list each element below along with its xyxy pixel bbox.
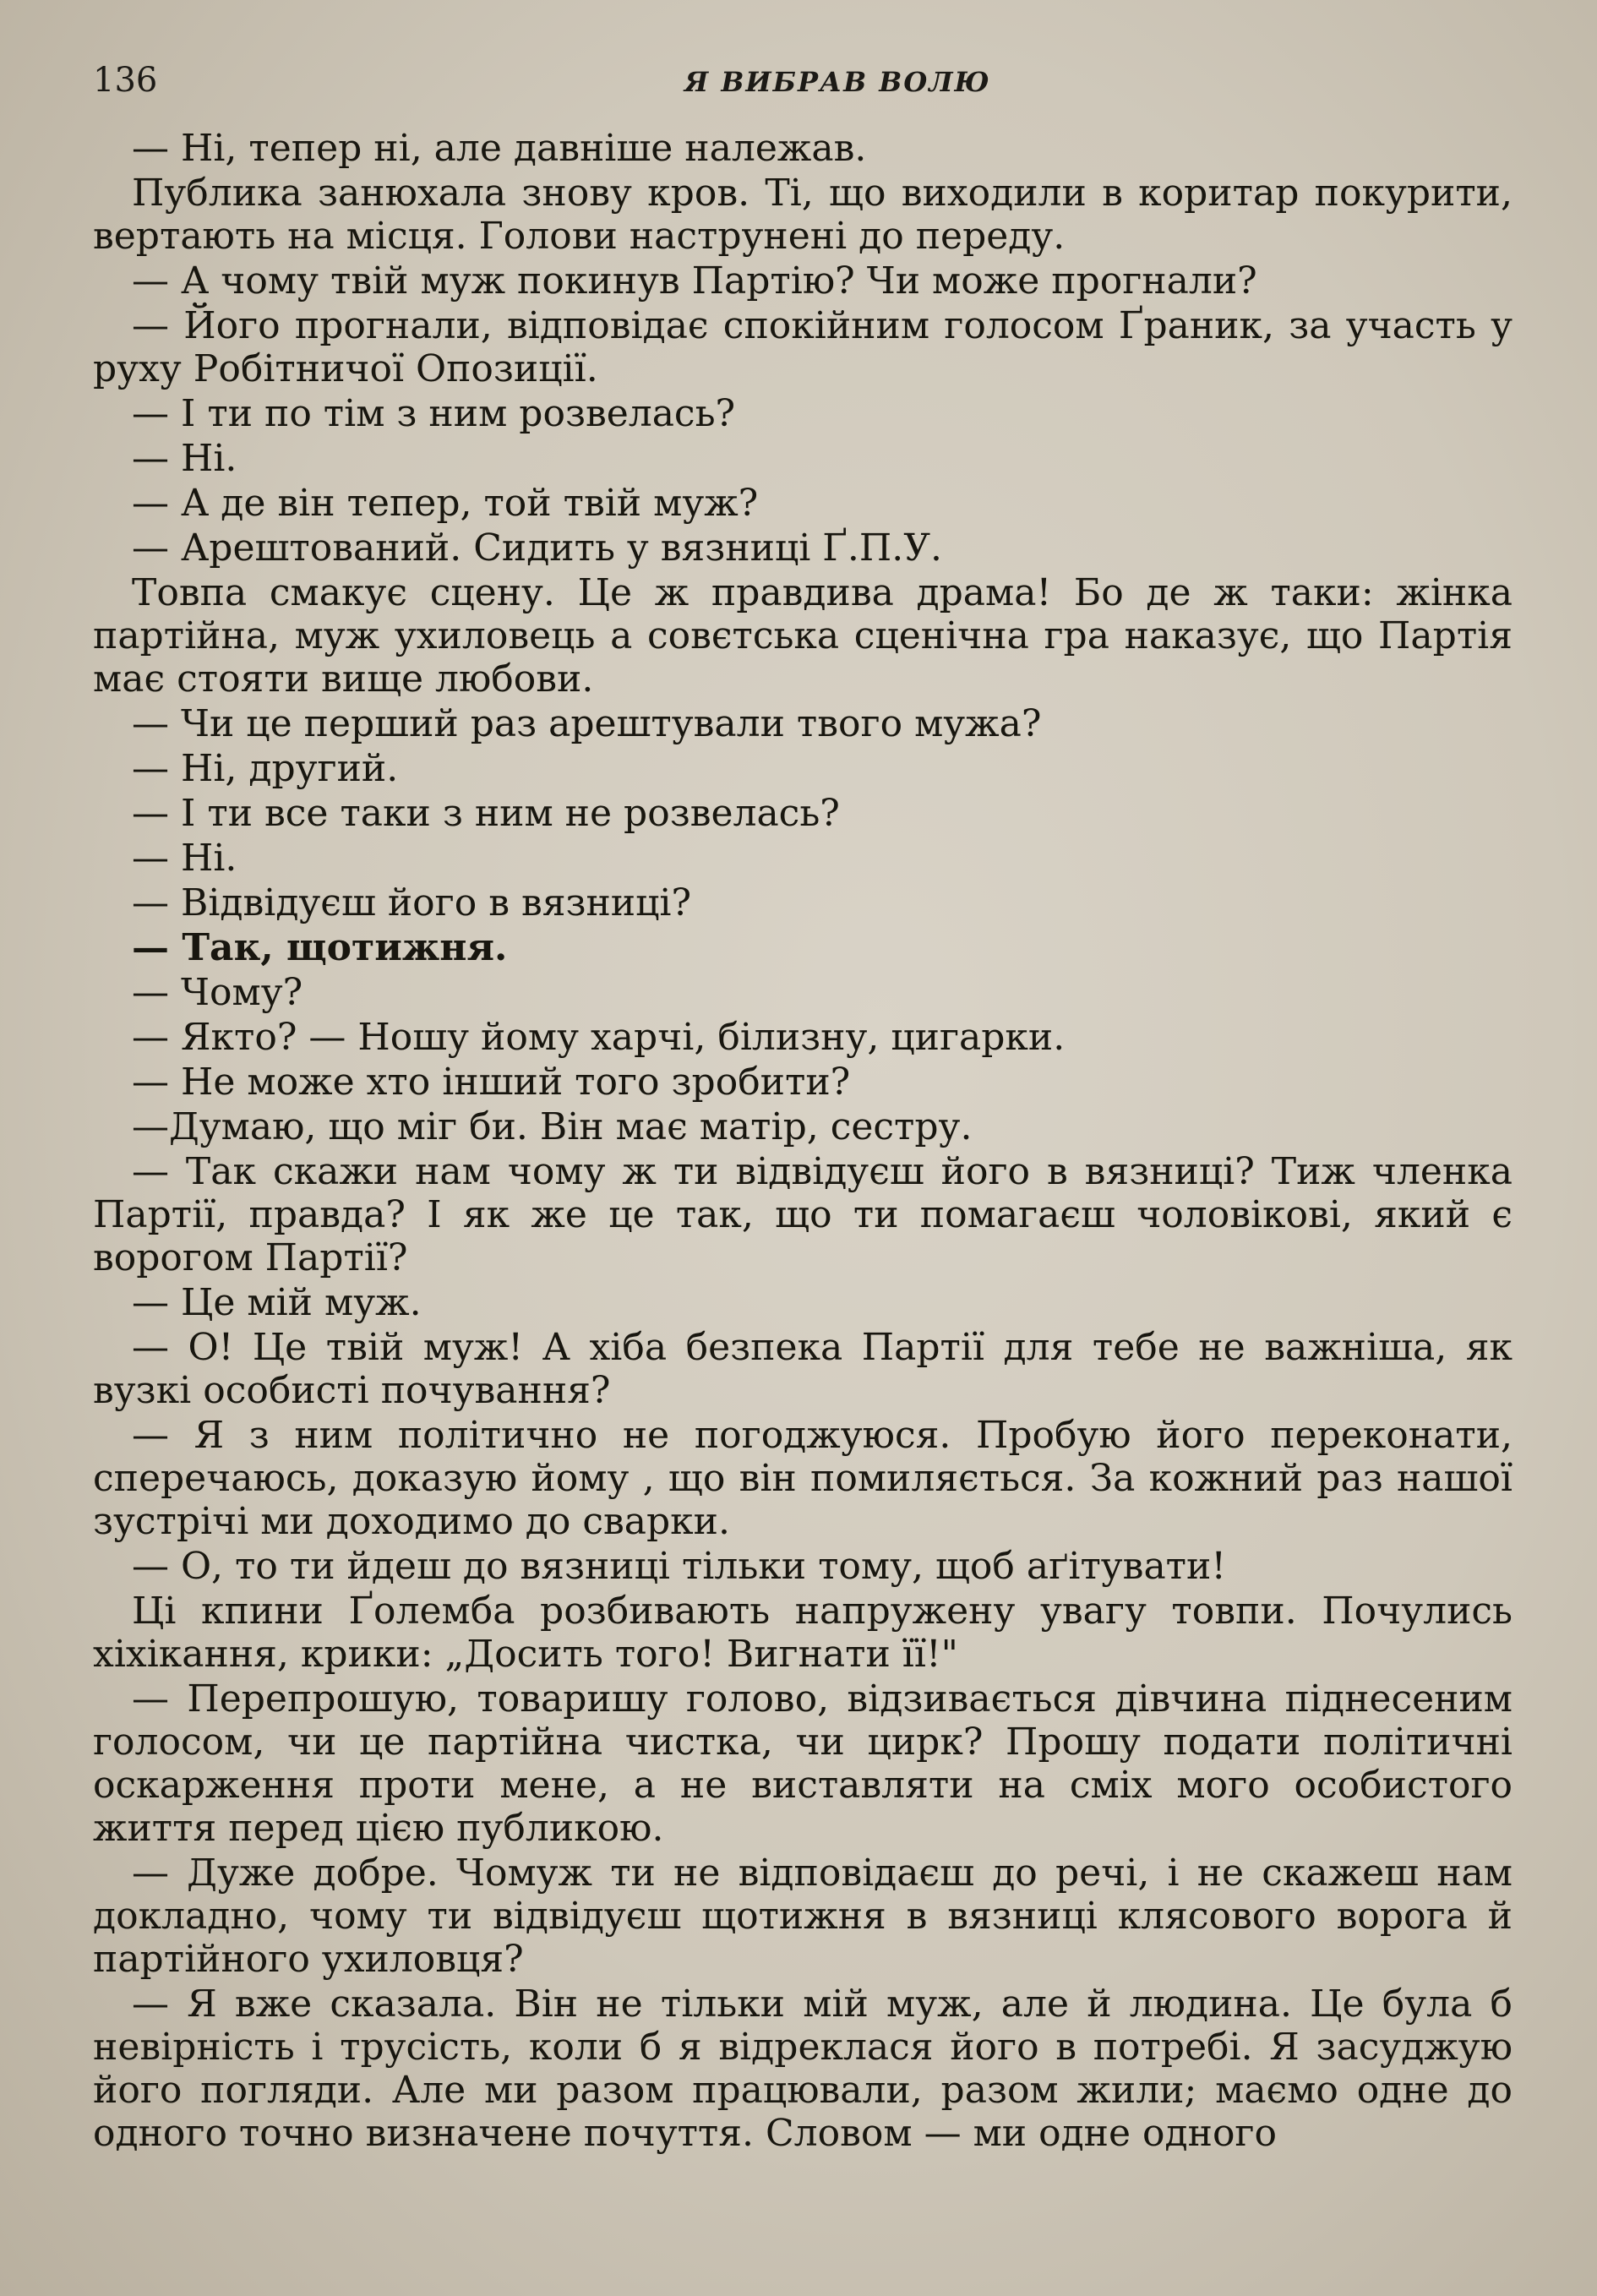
paragraph: — Так скажи нам чому ж ти відвідуєш його в вязниці? Тиж членка Партії, правда? І як же це так, що ти помагаєш чоловікові, який є ворогом Партії? bbox=[93, 1150, 1513, 1279]
paragraph: — І ти по тім з ним розвелась? bbox=[132, 392, 736, 435]
paragraph: — Я вже сказала. Він не тільки мій муж, але й людина. Це була б невірність і трусість, коли б я відреклася його в потребі. Я засуджую його погляди. Але ми разом працювали, разом жили; маємо одне до одного точно визначене почуття. Словом — ми одне одного bbox=[93, 1982, 1513, 2155]
paragraph: — Ні, другий. bbox=[132, 747, 399, 790]
paragraph: — Дуже добре. Чомуж ти не відповідаєш до речі, і не скажеш нам докладно, чому ти відвідуєш щотижня в вязниці клясового ворога й партійного ухиловця? bbox=[93, 1852, 1513, 1981]
paragraph: — А де він тепер, той твій муж? bbox=[132, 482, 759, 525]
paragraph: Товпа смакує сцену. Це ж правдива драма! Бо де ж таки: жінка партійна, муж ухиловець а совєтська сценічна гра наказує, що Партія має стояти вище любови. bbox=[93, 571, 1513, 701]
paragraph: — А чому твій муж покинув Партію? Чи може прогнали? bbox=[132, 259, 1257, 303]
paragraph: — Його прогнали, відповідає спокійним голосом Ґраник, за участь у руху Робітничої Опозиції. bbox=[93, 304, 1513, 390]
page-number: 136 bbox=[93, 61, 158, 100]
paragraph: — Чи це перший раз арештували твого мужа? bbox=[132, 702, 1042, 745]
paragraph: Ці кпини Ґолемба розбивають напружену увагу товпи. Почулись хіхікання, крики: „Досить того! Вигнати її!" bbox=[93, 1590, 1513, 1676]
paragraph: — О! Це твій муж! А хіба безпека Партії для тебе не важніша, як вузкі особисті почування? bbox=[93, 1326, 1513, 1412]
paragraph: — О, то ти йдеш до вязниці тільки тому, щоб аґітувати! bbox=[132, 1545, 1227, 1588]
paragraph: — Перепрошую, товаришу голово, відзивається дівчина піднесеним голосом, чи це партійна чистка, чи цирк? Прошу подати політичні оскарження проти мене, а не виставляти на сміх мого особистого життя перед цією публикою. bbox=[93, 1677, 1513, 1850]
paragraph: — Не може хто інший того зробити? bbox=[132, 1061, 851, 1104]
paragraph: — Це мій муж. bbox=[132, 1281, 422, 1324]
running-title: Я ВИБРАВ ВОЛЮ bbox=[684, 66, 991, 98]
paragraph: — Чому? bbox=[132, 971, 303, 1014]
paragraph: — Так, щотижня. bbox=[132, 926, 508, 969]
paragraph: — Відвідуєш його в вязниці? bbox=[132, 881, 692, 924]
paragraph: —Думаю, що міг би. Він має матір, сестру. bbox=[132, 1105, 973, 1148]
paragraph: — Я з ним політично не погоджуюся. Пробую його переконати, сперечаюсь, доказую йому , що він помиляється. За кожний раз нашої зустрічі ми доходимо до сварки. bbox=[93, 1414, 1513, 1543]
paragraph: — І ти все таки з ним не розвелась? bbox=[132, 792, 840, 835]
page-header bbox=[93, 61, 1513, 112]
body-text bbox=[93, 127, 1513, 2157]
paragraph: — Ні. bbox=[132, 437, 237, 480]
paragraph: — Ні. bbox=[132, 837, 237, 880]
paragraph: — Ні, тепер ні, але давніше належав. bbox=[132, 127, 867, 170]
paragraph: — Якто? — Ношу йому харчі, білизну, цигарки. bbox=[132, 1016, 1066, 1059]
paragraph: — Арештований. Сидить у вязниці Ґ.П.У. bbox=[132, 526, 942, 570]
paragraph: Публика занюхала знову кров. Ті, що виходили в коритар покурити, вертають на місця. Голови наструнені до переду. bbox=[93, 172, 1513, 258]
